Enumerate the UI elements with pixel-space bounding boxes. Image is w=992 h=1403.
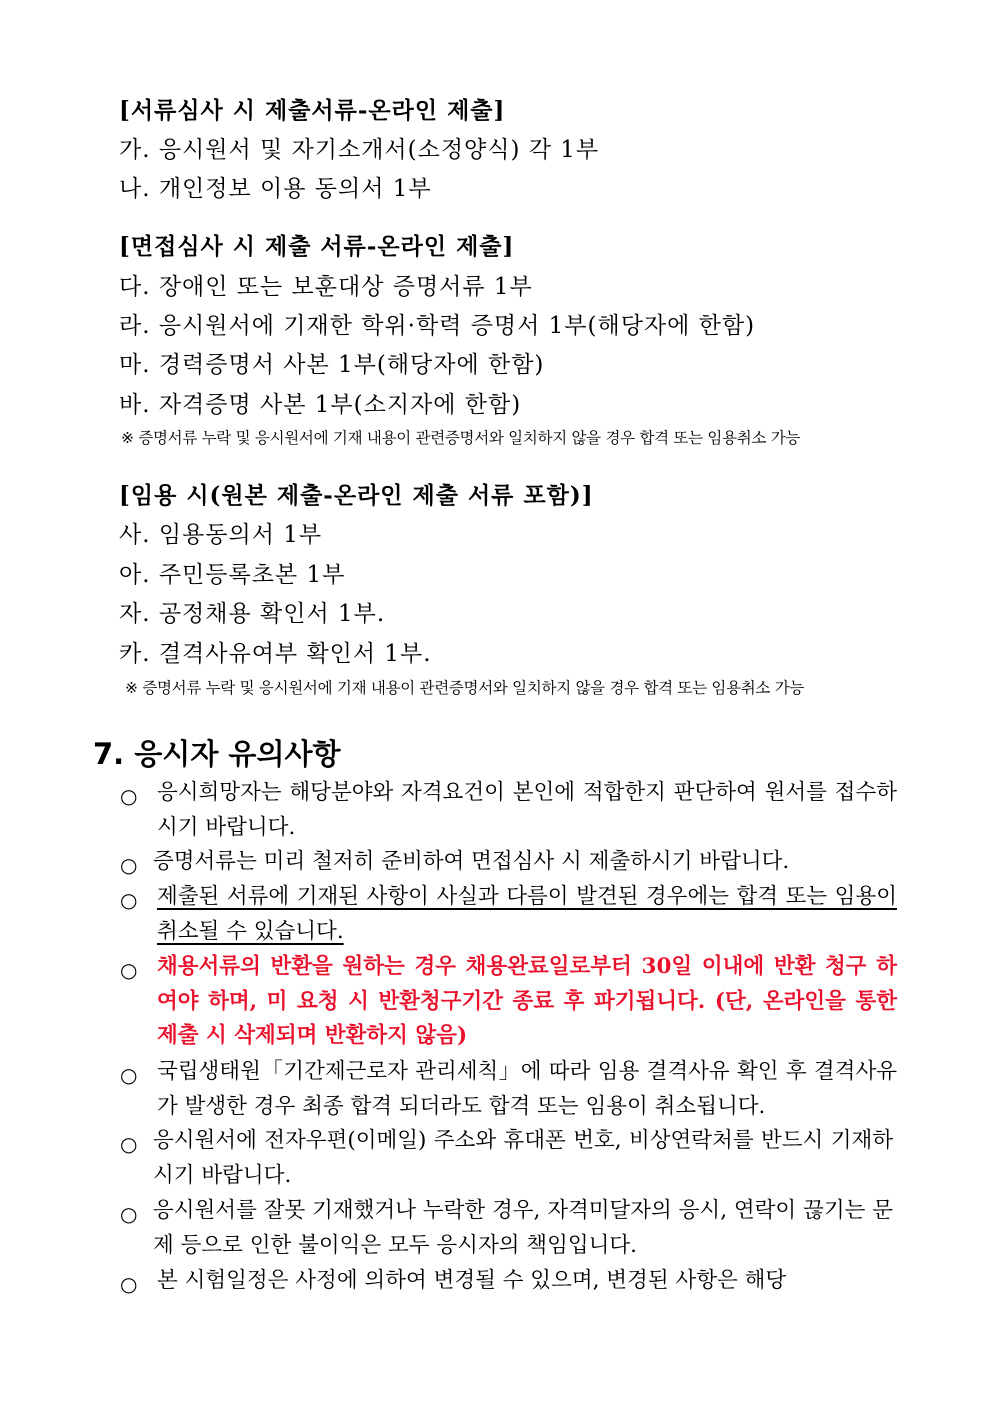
list-item: 마. 경력증명서 사본 1부(해당자에 한함) [119,352,545,378]
bullet-icon: ○ [120,1132,138,1156]
bullet-icon: ○ [120,1202,138,1226]
notice-item-text: 제출된 서류에 기재된 사항이 사실과 다름이 발견된 경우에는 합격 또는 임용이 취소될 수 있습니다. [157,884,897,944]
section-heading-interview: [면접심사 시 제출 서류-온라인 제출] [119,233,515,260]
notice-item: 본 시험일정은 사정에 의하여 변경될 수 있으며, 변경된 사항은 해당 [157,1268,787,1293]
bullet-icon: ○ [120,784,138,808]
notice-item-emphasis: 채용서류의 반환을 원하는 경우 채용완료일로부터 30일 이내에 반환 청구 하여야 하며, 미 요청 시 반환청구기간 종료 후 파기됩니다. (단, 온라인을 통한 제출 시 삭제되며 반환하지 않음) [157,954,897,1048]
notice-item-underlined [157,880,897,949]
section-heading-document-review: [서류심사 시 제출서류-온라인 제출] [119,97,506,124]
list-item: 아. 주민등록초본 1부 [119,562,346,588]
bullet-icon: ○ [120,1272,138,1296]
bullet-icon: ○ [120,958,138,982]
bullet-icon: ○ [120,853,138,877]
list-item: 바. 자격증명 사본 1부(소지자에 한함) [119,392,522,418]
list-item: 자. 공정채용 확인서 1부. [119,601,386,627]
note-text: ※ 증명서류 누락 및 응시원서에 기재 내용이 관련증명서와 일치하지 않을 경우 합격 또는 임용취소 가능 [125,679,805,697]
list-item: 라. 응시원서에 기재한 학위·학력 증명서 1부(해당자에 한함) [119,313,756,339]
list-item: 나. 개인정보 이용 동의서 1부 [119,176,432,202]
bullet-icon: ○ [120,888,138,912]
bullet-icon: ○ [120,1063,138,1087]
note-text: ※ 증명서류 누락 및 응시원서에 기재 내용이 관련증명서와 일치하지 않을 경우 합격 또는 임용취소 가능 [121,429,801,447]
notice-item: 국립생태원「기간제근로자 관리세칙」에 따라 임용 결격사유 확인 후 결격사유가 발생한 경우 최종 합격 되더라도 합격 또는 임용이 취소됩니다. [157,1059,897,1119]
notice-item: 증명서류는 미리 철저히 준비하여 면접심사 시 제출하시기 바랍니다. [153,849,790,874]
notice-item: 응시희망자는 해당분야와 자격요건이 본인에 적합한지 판단하여 원서를 접수하시기 바랍니다. [157,780,897,840]
section-heading-appointment: [임용 시(원본 제출-온라인 제출 서류 포함)] [119,482,594,509]
list-item: 가. 응시원서 및 자기소개서(소정양식) 각 1부 [119,137,600,163]
notice-item: 응시원서를 잘못 기재했거나 누락한 경우, 자격미달자의 응시, 연락이 끊기는 문제 등으로 인한 불이익은 모두 응시자의 책임입니다. [153,1198,893,1258]
section-title: 7. 응시자 유의사항 [93,737,341,771]
list-item: 다. 장애인 또는 보훈대상 증명서류 1부 [119,274,533,300]
list-item: 사. 임용동의서 1부 [119,522,323,548]
notice-item: 응시원서에 전자우편(이메일) 주소와 휴대폰 번호, 비상연락처를 반드시 기재하시기 바랍니다. [153,1128,893,1188]
list-item: 카. 결격사유여부 확인서 1부. [119,641,432,667]
